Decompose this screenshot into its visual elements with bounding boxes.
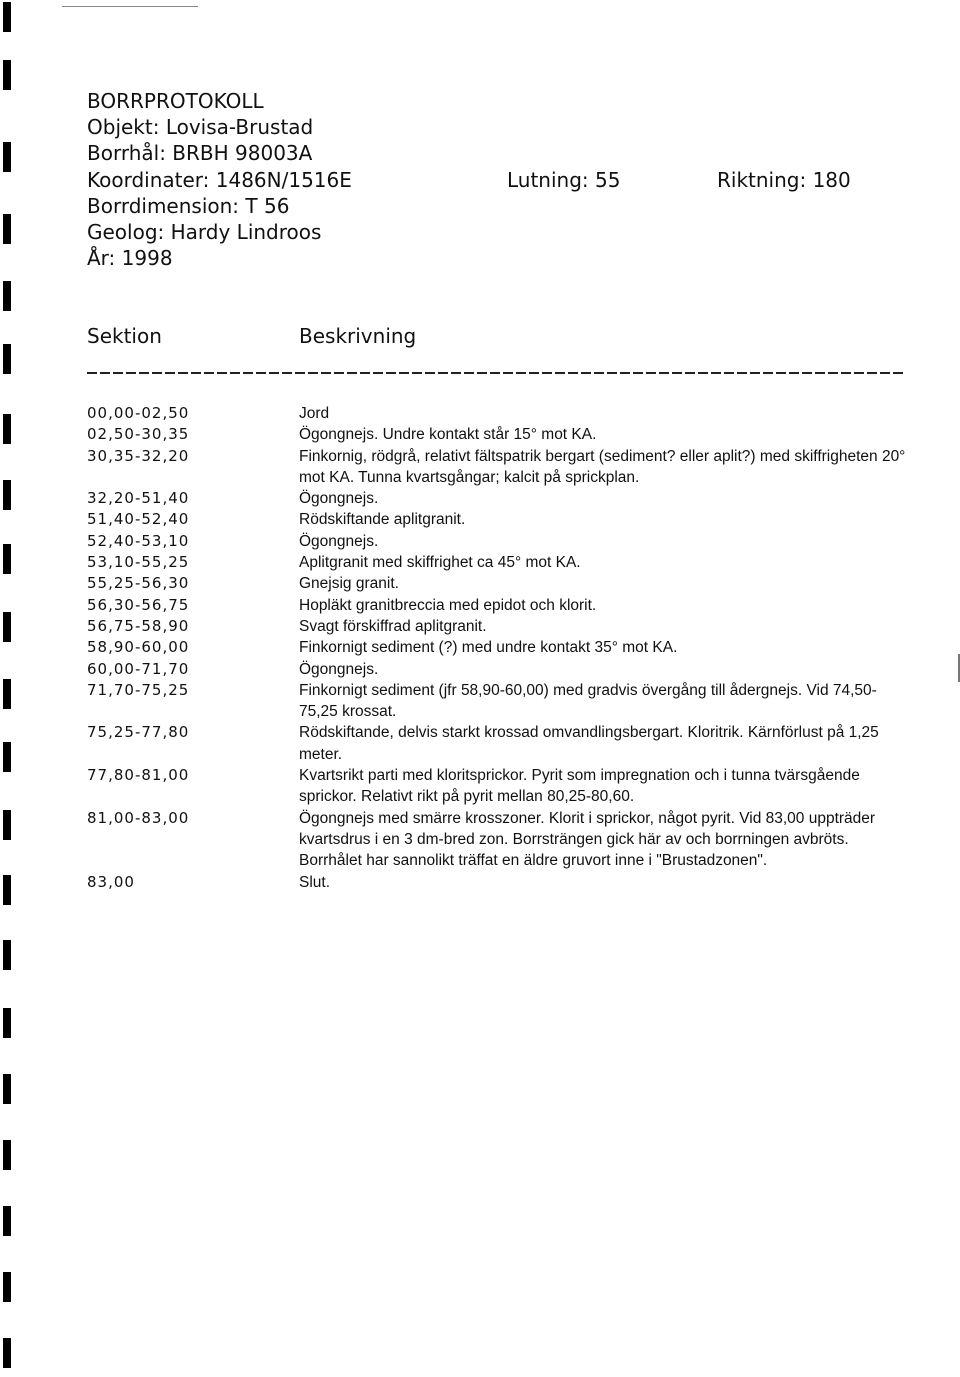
koordinater-line: Koordinater: 1486N/1516E [87, 167, 352, 192]
section-range: 52,40-53,10 [87, 531, 190, 550]
table-row [87, 509, 927, 530]
table-row [87, 659, 927, 680]
binder-marks [0, 0, 20, 1377]
section-range: 60,00-71,70 [87, 659, 190, 678]
table-row [87, 552, 927, 573]
table-row [87, 531, 927, 552]
section-description: Rödskiftande, delvis starkt krossad omvandlingsbergart. Kloritrik. Kärnförlust på 1,25 meter. [299, 724, 879, 763]
section-description: Ögongnejs. [299, 532, 379, 550]
section-range: 58,90-60,00 [87, 638, 190, 657]
section-description: Ögongnejs med smärre krosszoner. Klorit i sprickor, något pyrit. Vid 83,00 uppträder kvartsdrus i en 3 dm-bred zon. Borrsträngen gick här av och borrningen avbröts. Borrhålet har sannolikt träffat en äldre gruvort inne i "Brustadzonen". [299, 809, 876, 870]
ar-line: År: 1998 [87, 246, 173, 271]
table-row [87, 765, 927, 808]
section-range: 53,10-55,25 [87, 553, 190, 572]
section-description: Gnejsig granit. [299, 575, 399, 593]
section-range: 55,25-56,30 [87, 574, 190, 593]
top-rule [62, 6, 198, 7]
table-row [87, 446, 927, 489]
borrdimension-line: Borrdimension: T 56 [87, 193, 290, 218]
table-row [87, 637, 927, 658]
table-row [87, 616, 927, 637]
table-row [87, 680, 927, 723]
section-description: Svagt förskiffrad aplitgranit. [299, 617, 487, 635]
section-description: Slut. [299, 873, 331, 891]
section-range: 81,00-83,00 [87, 808, 190, 827]
section-range: 77,80-81,00 [87, 766, 190, 785]
table-row [87, 488, 927, 509]
section-table [87, 403, 927, 893]
table-row [87, 595, 927, 616]
section-range: 30,35-32,20 [87, 446, 190, 465]
dashed-divider [87, 372, 905, 374]
lutning-value: Lutning: 55 [507, 167, 621, 192]
section-range: 51,40-52,40 [87, 510, 190, 529]
table-row [87, 808, 927, 872]
section-range: 56,75-58,90 [87, 616, 190, 635]
section-description: Jord [299, 405, 330, 422]
section-description: Ögongnejs. Undre kontakt står 15° mot KA. [299, 426, 597, 444]
table-row [87, 872, 927, 893]
table-row [87, 573, 927, 594]
section-range: 32,20-51,40 [87, 489, 190, 508]
document-title: BORRPROTOKOLL [87, 89, 264, 113]
column-header-sektion: Sektion [87, 324, 162, 348]
column-header-beskrivning: Beskrivning [299, 324, 417, 348]
section-description: Rödskiftande aplitgranit. [299, 511, 466, 529]
borrhal-line: Borrhål: BRBH 98003A [87, 141, 313, 166]
section-range: 02,50-30,35 [87, 425, 190, 444]
section-description: Finkornigt sediment (?) med undre kontakt 35° mot KA. [299, 639, 678, 657]
section-range: 75,25-77,80 [87, 723, 190, 742]
section-description: Finkornig, rödgrå, relativt fältspatrik bergart (sediment? eller aplit?) med skiffrigheten 20° mot KA. Tunna kvartsgångar; kalcit på sprickplan. [299, 447, 906, 486]
section-description: Hopläkt granitbreccia med epidot och klorit. [299, 596, 597, 614]
riktning-value: Riktning: 180 [717, 167, 851, 192]
section-description: Ögongnejs. [299, 660, 379, 678]
section-range: 71,70-75,25 [87, 680, 190, 699]
section-range: 56,30-56,75 [87, 595, 190, 614]
table-row [87, 722, 927, 765]
section-description: Ögongnejs. [299, 490, 379, 508]
section-range: 00,00-02,50 [87, 404, 190, 422]
table-row [87, 403, 927, 424]
objekt-line: Objekt: Lovisa-Brustad [87, 115, 314, 140]
geolog-line: Geolog: Hardy Lindroos [87, 219, 322, 244]
section-range: 83,00 [87, 872, 135, 891]
section-description: Kvartsrikt parti med kloritsprickor. Pyrit som impregnation och i tunna tvärsgående sprickor. Relativt rikt på pyrit mellan 80,25-80,60. [299, 767, 860, 806]
section-description: Aplitgranit med skiffrighet ca 45° mot KA. [299, 554, 581, 572]
section-description: Finkornigt sediment (jfr 58,90-60,00) med gradvis övergång till ådergnejs. Vid 74,50-75,25 krossat. [299, 681, 877, 721]
protocol-header [87, 88, 887, 271]
koordinater-row [87, 167, 887, 193]
table-row [87, 424, 927, 445]
